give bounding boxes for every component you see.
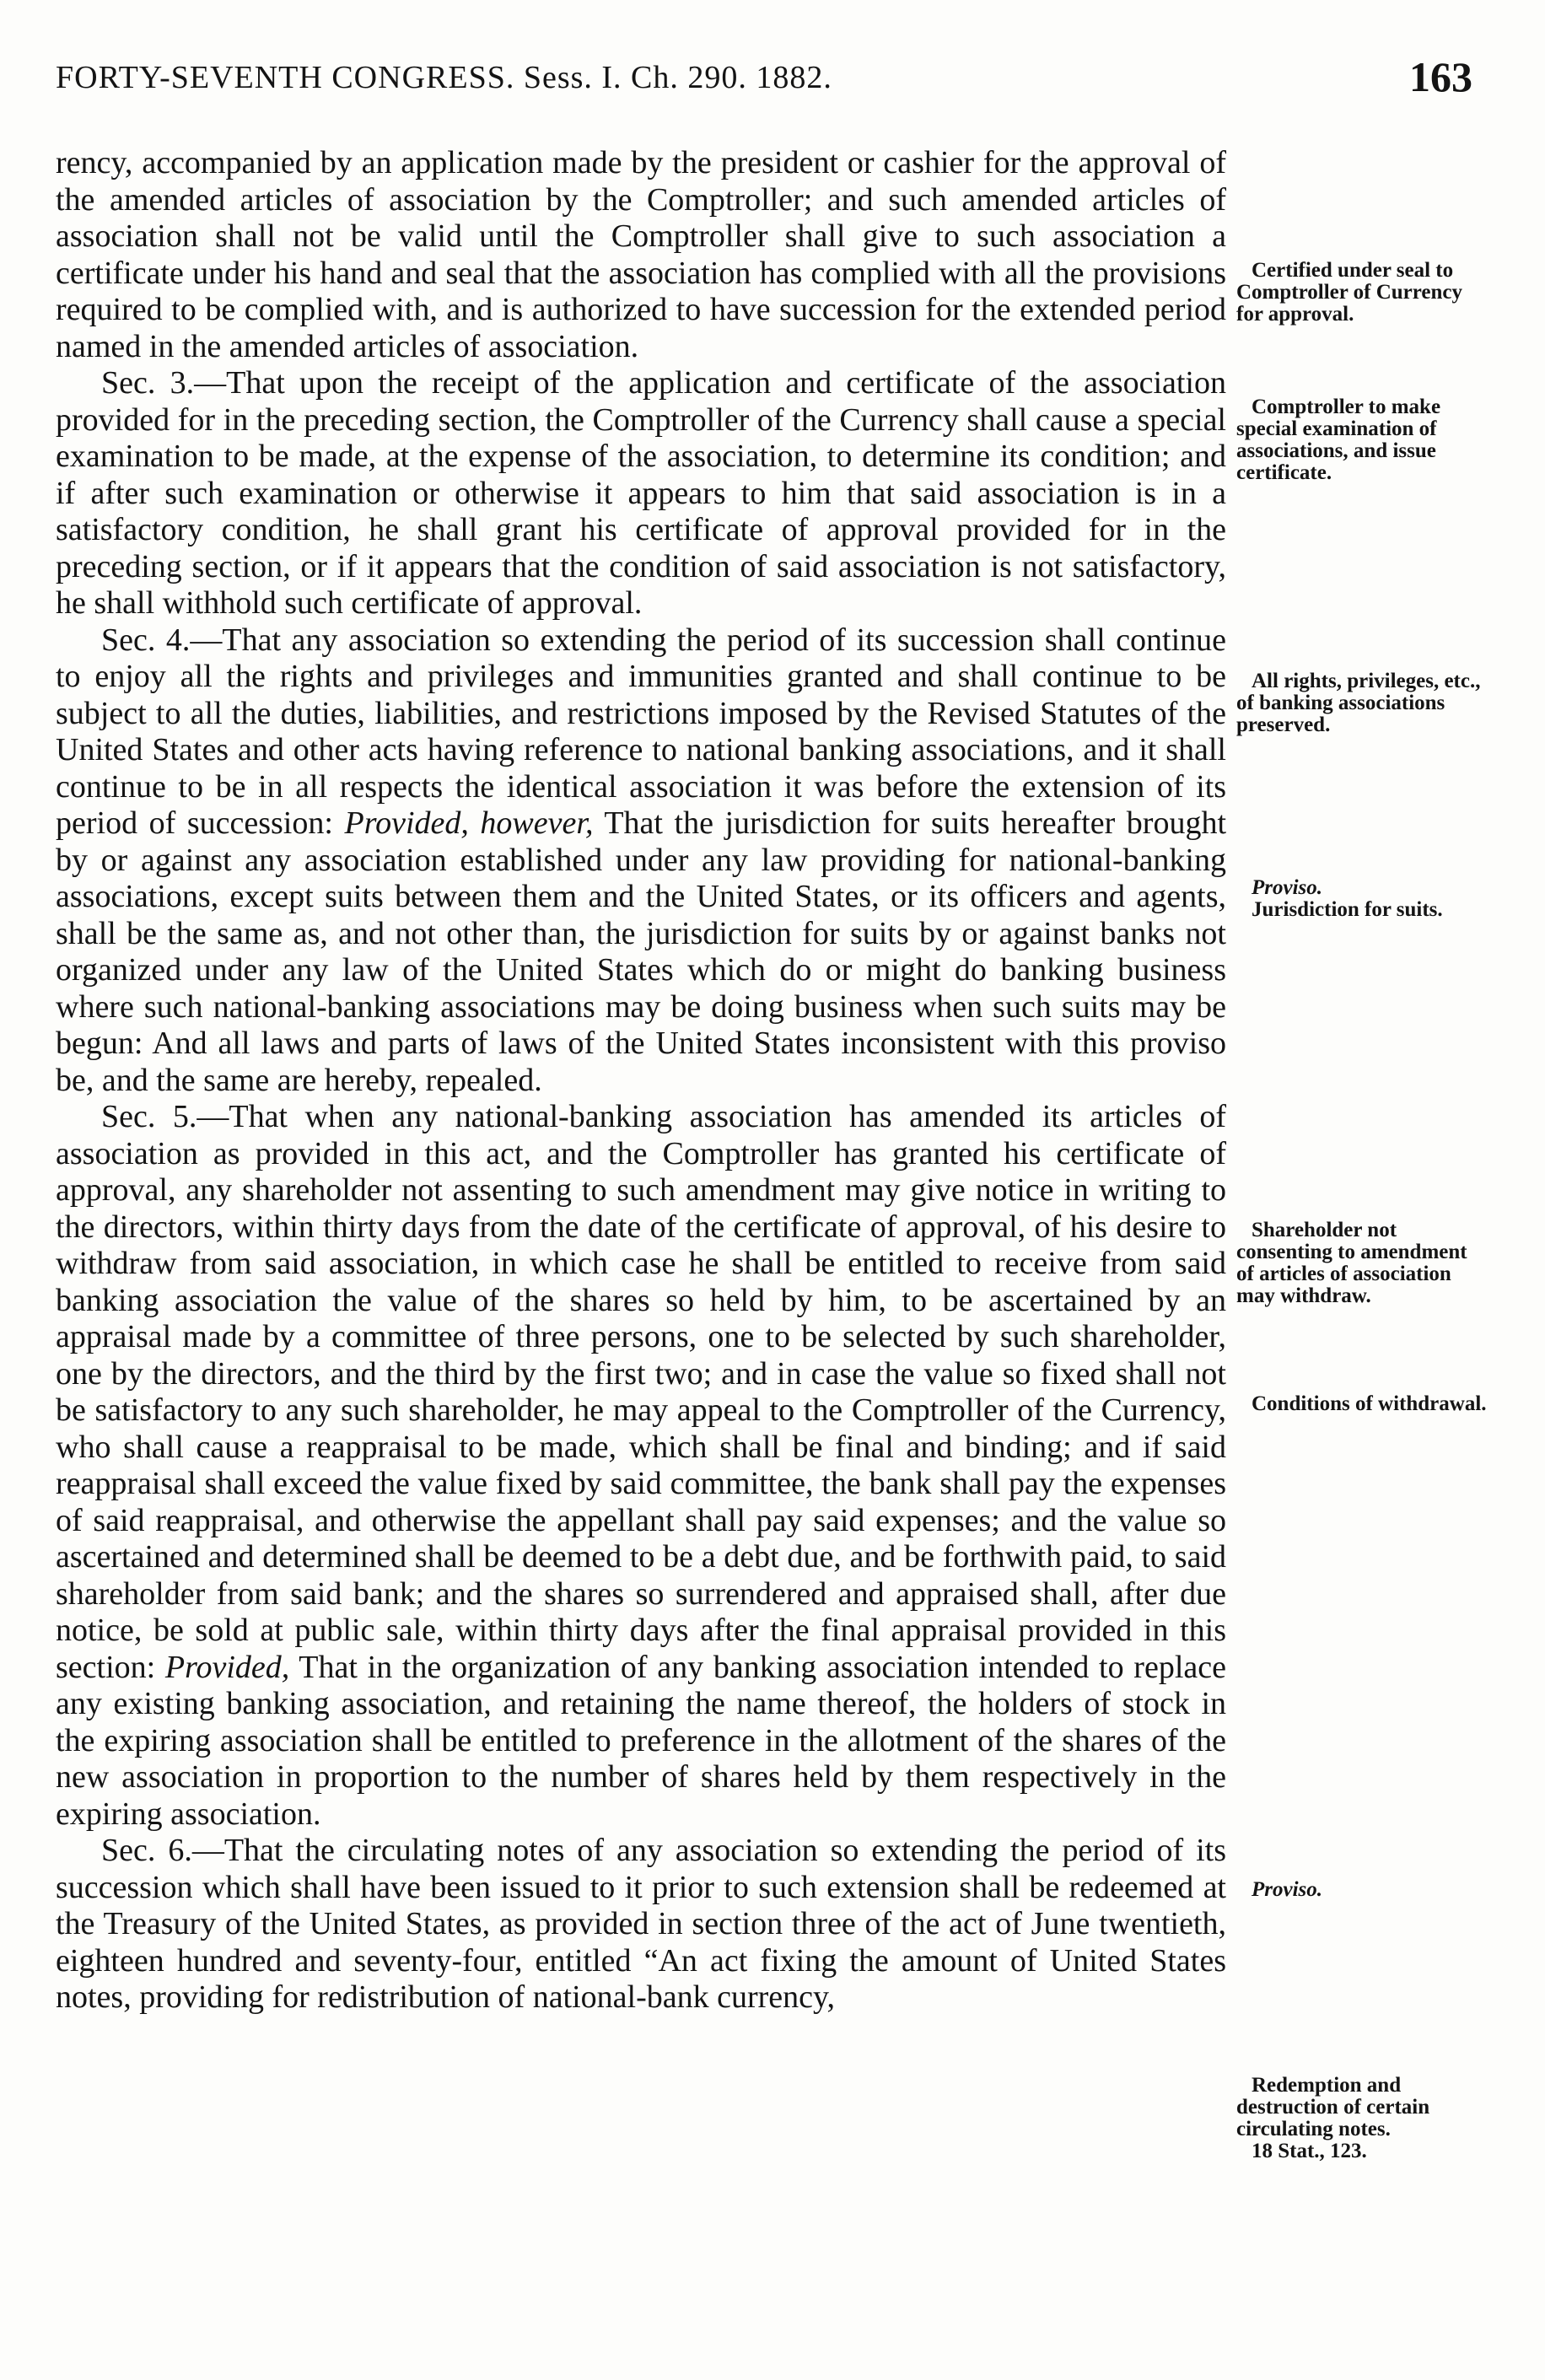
sidenote-text: Conditions of withdrawal. <box>1252 1392 1487 1415</box>
sidenote-subtext: 18 Stat., 123. <box>1252 2140 1367 2162</box>
paragraph-text: Sec. 5.—That when any national-banking association has amended its articles of association as provided in this act, and the Comptroller has granted his certificate of approval, any shareholder not assenting to such amendment may give notice in writing to the directors, within thirty days from the date of the certificate of approval, of his desire to withdraw from said association, in which case he shall be entitled to receive from said banking association the value of the shares so held by him, to be ascertained by an appraisal made by a committee of three persons, one to be selected by such shareholder, one by the directors, and the third by the first two; and in case the value so fixed shall not be satisfactory to any such shareholder, he may appeal to the Comptroller of the Currency, who shall cause a reappraisal to be made, which shall be final and binding; and if said reappraisal shall exceed the value fixed by said committee, the bank shall pay the expenses of said reappraisal, and otherwise the appellant shall pay said expenses; and the value so ascertained and determined shall be deemed to be a debt due, and be forthwith paid, to said shareholder from said bank; and the shares so surrendered and appraised shall, after due notice, be sold at public sale, within thirty days after the final appraisal provided in this section: <box>56 1099 1226 1685</box>
sidenote-text: Proviso. <box>1252 876 1323 899</box>
page-number: 163 <box>1409 53 1472 100</box>
sidenote-rights <box>1236 670 1489 736</box>
proviso-italic: Provided, <box>164 1649 290 1685</box>
paragraph-text: Sec. 3.—That upon the receipt of the application and certificate of the association provided for in the preceding section, the Comptroller of the Currency shall cause a special examination to be made, at the expense of the association, to determine its condition; and if after such examination or otherwise it appears to him that said association is in a satisfactory condition, he shall grant his certificate of approval provided for in the preceding section, or if it appears that the condition of said association is not satisfactory, he shall withhold such certificate of approval. <box>56 365 1226 621</box>
sidenote-redemption <box>1236 2075 1489 2162</box>
sidenote-proviso-jurisdiction <box>1236 877 1489 921</box>
section-6 <box>56 1833 1226 2017</box>
running-head <box>56 52 1472 111</box>
sidenote-proviso <box>1236 1879 1489 1901</box>
sidenote-text: Shareholder not consenting to amendment of articles of association may withdraw. <box>1236 1219 1467 1307</box>
sidenote-conditions <box>1236 1393 1489 1415</box>
paragraph-text: Sec. 4.—That any association so extending the period of its succession shall continue to enjoy all the rights and privileges and immunities granted and shall continue to be subject to all the duties, liabilities, and restrictions imposed by the Revised Statutes of the United States and other acts having reference to national banking associations, and it shall continue to be in all respects the identical association it was before the extension of its period of succession: <box>56 622 1226 841</box>
sidenote-text: Redemption and destruction of certain circulating notes. <box>1236 2074 1430 2140</box>
sidenote-shareholder <box>1236 1220 1489 1307</box>
paragraph-text: Sec. 6.—That the circulating notes of any association so extending the period of its succession which shall have been issued to it prior to such extension shall be redeemed at the Treasury of the United States, as provided in section three of the act of June twentieth, eighteen hundred and seventy-four, entitled “An act fixing the amount of United States notes, providing for redistribution of national-bank currency, <box>56 1833 1226 2015</box>
sidenote-subtext: Jurisdiction for suits. <box>1252 898 1443 921</box>
sidenote-text: Comptroller to make special examination of associations, and issue certificate. <box>1236 396 1441 484</box>
sidenote-certified <box>1236 260 1489 326</box>
sidenote-text: Certified under seal to Comptroller of Currency for approval. <box>1236 259 1463 326</box>
section-3 <box>56 365 1226 622</box>
sidenote-comptroller <box>1236 396 1489 484</box>
paragraph-text: rency, accompanied by an application made by the president or cashier for the approval of the amended articles of association by the Comptroller; and such amended articles of association shall not be valid until the Comptroller shall give to such association a certificate under his hand and seal that the association has complied with all the provisions required to be complied with, and is authorized to have succession for the extended period named in the amended articles of association. <box>56 145 1226 364</box>
paragraph-continuation <box>56 145 1226 365</box>
body-text <box>56 145 1226 2017</box>
sidenote-text: All rights, privileges, etc., of banking associations preserved. <box>1236 670 1481 736</box>
sidenote-text: Proviso. <box>1252 1878 1323 1901</box>
paragraph-text: That in the organization of any banking association intended to replace any existing banking association, and retaining the name thereof, the holders of stock in the expiring association shall be entitled to preference in the allotment of the shares of the new association in proportion to the number of shares held by them respectively in the expiring association. <box>56 1649 1226 1832</box>
proviso-italic: Provided, however, <box>344 805 594 841</box>
paragraph-text: That the jurisdiction for suits hereafter brought by or against any association established under any law providing for national-banking associations, except suits between them and the United States, or its officers and agents, shall be the same as, and not other than, the jurisdiction for suits by or against banks not organized under any law of the United States which do or might do banking business where such national-banking associations may be doing business when such suits may be begun: And all laws and parts of laws of the United States inconsistent with this proviso be, and the same are hereby, repealed. <box>56 805 1227 1098</box>
section-5 <box>56 1099 1226 1833</box>
section-4 <box>56 622 1226 1100</box>
running-head-title: FORTY-SEVENTH CONGRESS. Sess. I. Ch. 290. 1882. <box>56 60 832 95</box>
